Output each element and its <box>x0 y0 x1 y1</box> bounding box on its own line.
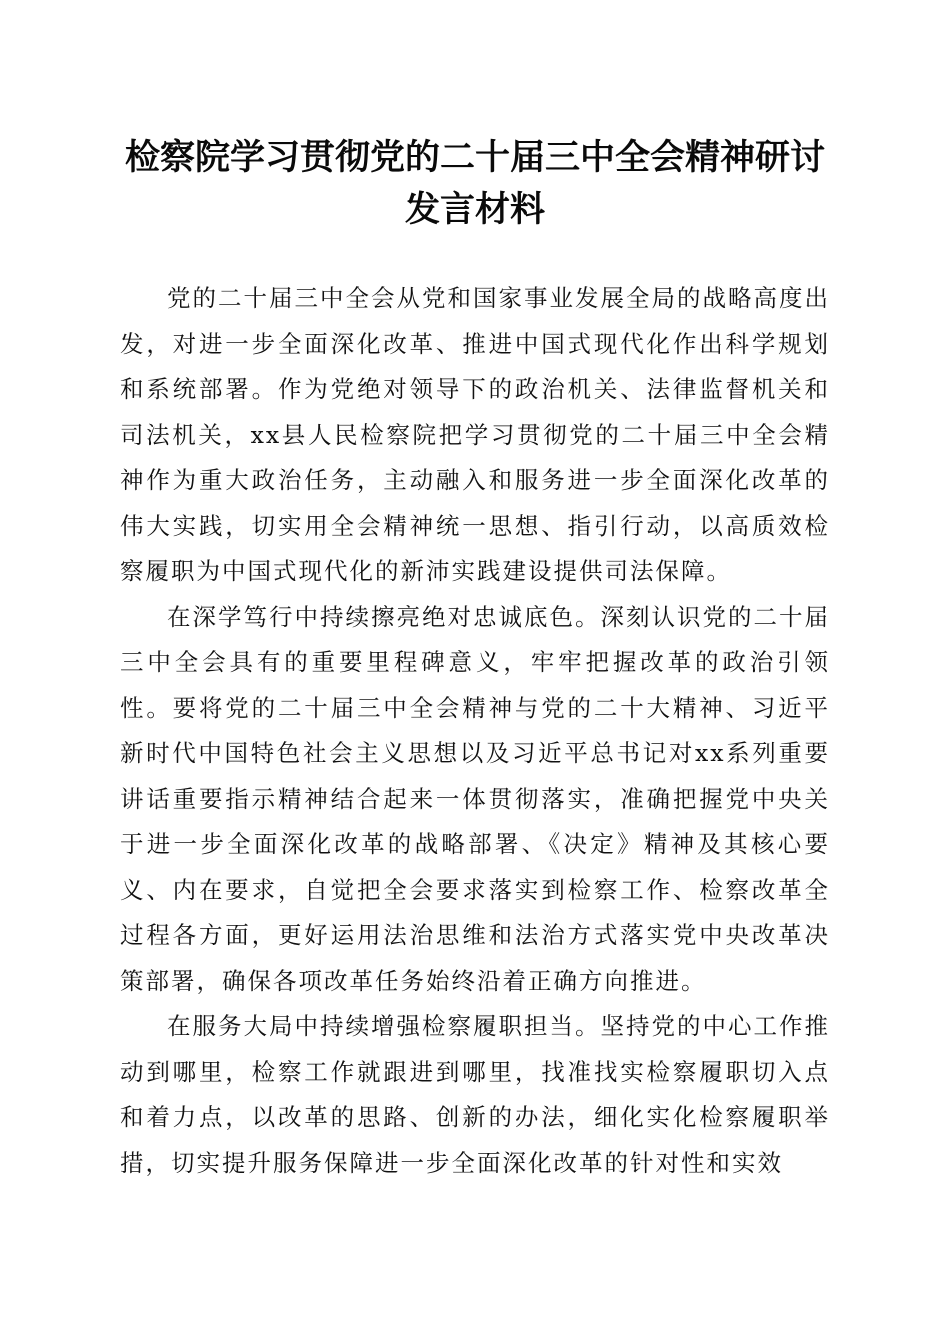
title-line-2: 发言材料 <box>404 189 545 230</box>
paragraph-loyalty: 在深学笃行中持续擦亮绝对忠诚底色。深刻认识党的二十届三中全会具有的重要里程碑意义，牢牢把握改革的政治引领性。要将党的二十届三中全会精神与党的二十大精神、习近平新时代中国特色社会主义思想以及习近平总书记对xx系列重要讲话重要指示精神结合起来一体贯彻落实，准确把握党中央关于进一步全面深化改革的战略部署、《决定》精神及其核心要义、内在要求，自觉把全会要求落实到检察工作、检察改革全过程各方面，更好运用法治思维和法治方式落实党中央改革决策部署，确保各项改革任务始终沿着正确方向推进。 <box>120 602 830 995</box>
paragraph-intro: 党的二十届三中全会从党和国家事业发展全局的战略高度出发，对进一步全面深化改革、推进中国式现代化作出科学规划和系统部署。作为党绝对领导下的政治机关、法律监督机关和司法机关，xx县人民检察院把学习贯彻党的二十届三中全会精神作为重大政治任务，主动融入和服务进一步全面深化改革的伟大实践，切实用全会精神统一思想、指引行动，以高质效检察履职为中国式现代化的新沛实践建设提供司法保障。 <box>120 284 830 585</box>
document-body <box>120 276 830 1186</box>
paragraph-service: 在服务大局中持续增强检察履职担当。坚持党的中心工作推动到哪里，检察工作就跟进到哪里，找准找实检察履职切入点和着力点，以改革的思路、创新的办法，细化实化检察履职举措，切实提升服务保障进一步全面深化改革的针对性和实效 <box>120 1012 830 1177</box>
document-title <box>110 132 840 236</box>
title-line-1: 检察院学习贯彻党的二十届三中全会精神研讨 <box>124 137 825 178</box>
